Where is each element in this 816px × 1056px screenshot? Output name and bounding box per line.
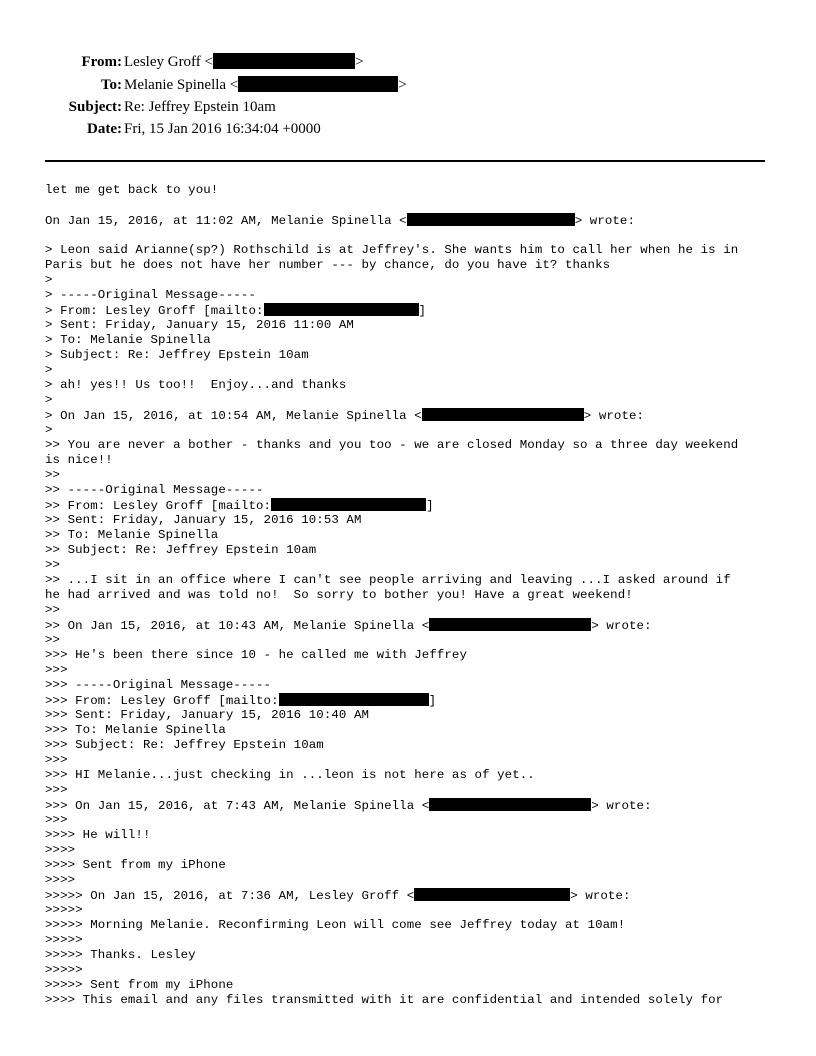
line-text: ] <box>428 694 437 708</box>
body-line: >>> <box>45 663 68 677</box>
body-line: > Sent: Friday, January 15, 2016 11:00 AM <box>45 318 354 332</box>
body-line: >> Subject: Re: Jeffrey Epstein 10am <box>45 543 317 557</box>
body-line: >>> HI Melanie...just checking in ...leon is not here as of yet.. <box>45 768 535 782</box>
body-line: >> <box>45 603 61 617</box>
body-line: let me get back to you! <box>45 183 219 197</box>
body-line <box>45 498 775 513</box>
body-line: >>>> <box>45 873 76 887</box>
to-close: > <box>398 77 407 93</box>
body-line: >>> Subject: Re: Jeffrey Epstein 10am <box>45 738 324 752</box>
body-line: > <box>45 363 53 377</box>
body-line: > Leon said Arianne(sp?) Rothschild is at Jeffrey's. She wants him to call her when he is in <box>45 243 739 257</box>
body-line: >>>>> <box>45 963 83 977</box>
to-value <box>124 75 407 95</box>
redaction-block <box>407 213 575 226</box>
body-line <box>45 198 775 213</box>
line-text: > wrote: <box>574 214 636 228</box>
subject-value: Re: Jeffrey Epstein 10am <box>124 99 276 115</box>
body-line: >>>>> <box>45 903 83 917</box>
to-label: To: <box>100 77 122 93</box>
line-text: ] <box>426 499 434 513</box>
body-line <box>45 408 775 423</box>
body-line: >>> -----Original Message----- <box>45 678 272 692</box>
body-line: >>>>> <box>45 933 83 947</box>
body-line: > <box>45 273 53 287</box>
redaction-block <box>264 303 419 316</box>
date-label: Date: <box>87 121 122 137</box>
redaction-block <box>213 53 355 69</box>
body-line <box>45 618 775 633</box>
body-line: > <box>45 423 53 437</box>
line-text: > wrote: <box>570 889 631 903</box>
line-text: ] <box>418 304 427 318</box>
from-close: > <box>355 54 364 70</box>
body-line: >>>> Sent from my iPhone <box>45 858 226 872</box>
from-row <box>0 52 816 72</box>
line-text: >> From: Lesley Groff [mailto: <box>45 499 272 513</box>
line-text: > wrote: <box>591 619 652 633</box>
body-line: >> To: Melanie Spinella <box>45 528 219 542</box>
body-line <box>45 693 775 708</box>
body-line: >>> Sent: Friday, January 15, 2016 10:40 AM <box>45 708 370 722</box>
body-line: >>>>> Morning Melanie. Reconfirming Leon will come see Jeffrey today at 10am! <box>45 918 626 932</box>
line-text: >>> On Jan 15, 2016, at 7:43 AM, Melanie Spinella < <box>45 799 430 813</box>
from-name: Lesley Groff < <box>124 54 213 70</box>
body-line: >>>> <box>45 843 76 857</box>
redaction-block <box>429 618 591 631</box>
redaction-block <box>279 693 429 706</box>
body-line: >> You are never a bother - thanks and you too - we are closed Monday so a three day weekend <box>45 438 739 452</box>
to-name: Melanie Spinella < <box>124 77 239 93</box>
redaction-block <box>429 798 591 811</box>
line-text: On Jan 15, 2016, at 11:02 AM, Melanie Spinella < <box>45 214 407 228</box>
body-line: >>> To: Melanie Spinella <box>45 723 226 737</box>
body-line: Paris but he does not have her number --- by chance, do you have it? thanks <box>45 258 611 272</box>
body-line: >> ...I sit in an office where I can't see people arriving and leaving ...I asked around if <box>45 573 731 587</box>
body-line: > <box>45 393 53 407</box>
line-text: >> On Jan 15, 2016, at 10:43 AM, Melanie Spinella < <box>45 619 430 633</box>
line-text: > From: Lesley Groff [mailto: <box>45 304 264 318</box>
body-line: >>> <box>45 753 68 767</box>
subject-row <box>0 97 816 117</box>
date-row <box>0 119 816 139</box>
email-body <box>45 183 775 1008</box>
body-line: >> -----Original Message----- <box>45 483 264 497</box>
header-divider <box>45 160 765 162</box>
line-text: >>> From: Lesley Groff [mailto: <box>45 694 279 708</box>
body-line: > To: Melanie Spinella <box>45 333 211 347</box>
body-line <box>45 888 775 903</box>
redaction-block <box>414 888 570 901</box>
body-line: >>>>> Thanks. Lesley <box>45 948 196 962</box>
body-line: > -----Original Message----- <box>45 288 256 302</box>
line-text: > wrote: <box>583 409 645 423</box>
body-line: >>> <box>45 783 68 797</box>
line-text: > On Jan 15, 2016, at 10:54 AM, Melanie Spinella < <box>45 409 422 423</box>
body-line <box>45 798 775 813</box>
subject-label: Subject: <box>68 99 122 115</box>
from-value <box>124 52 363 72</box>
body-line: >>>> This email and any files transmitted with it are confidential and intended solely for <box>45 993 724 1007</box>
body-line <box>45 213 775 228</box>
body-line: >> <box>45 558 61 572</box>
line-text: >>>>> On Jan 15, 2016, at 7:36 AM, Lesley Groff < <box>45 889 415 903</box>
body-line: >>>>> Sent from my iPhone <box>45 978 234 992</box>
body-line: is nice!! <box>45 453 113 467</box>
to-row <box>0 75 816 95</box>
from-label: From: <box>81 54 122 70</box>
redaction-block <box>271 498 426 511</box>
body-line: >>> He's been there since 10 - he called me with Jeffrey <box>45 648 467 662</box>
body-line: >>>> He will!! <box>45 828 151 842</box>
redaction-block <box>238 76 398 92</box>
date-value: Fri, 15 Jan 2016 16:34:04 +0000 <box>124 121 321 137</box>
line-text: > wrote: <box>591 799 652 813</box>
body-line: he had arrived and was told no! So sorry to bother you! Have a great weekend! <box>45 588 633 602</box>
body-line: >> <box>45 468 61 482</box>
redaction-block <box>422 408 584 421</box>
body-line: > ah! yes!! Us too!! Enjoy...and thanks <box>45 378 347 392</box>
body-line: >>> <box>45 813 68 827</box>
body-line <box>45 303 775 318</box>
body-line: > Subject: Re: Jeffrey Epstein 10am <box>45 348 309 362</box>
body-line: >> Sent: Friday, January 15, 2016 10:53 AM <box>45 513 362 527</box>
body-line: >> <box>45 633 61 647</box>
body-line <box>45 228 775 243</box>
